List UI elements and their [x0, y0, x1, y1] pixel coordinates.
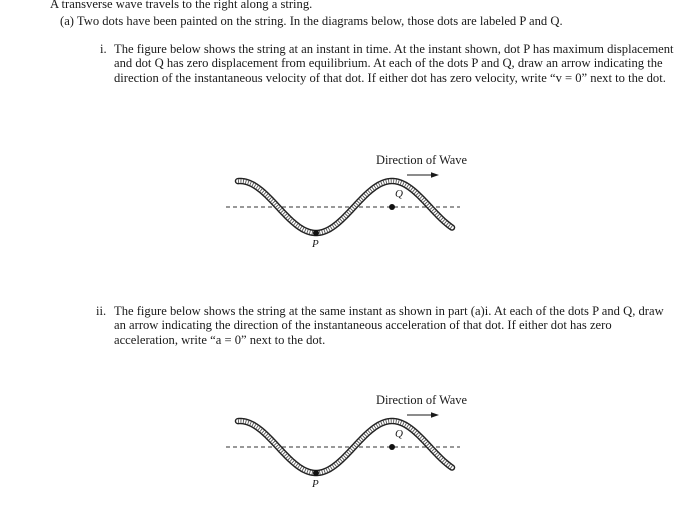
question-i-label: i.: [100, 42, 107, 56]
dot-q: [389, 204, 395, 210]
part-a-text: [60, 14, 690, 28]
wave-figure-1: [220, 148, 480, 248]
direction-of-wave-label: Direction of Wave: [376, 153, 467, 167]
direction-arrow: [407, 412, 439, 417]
wave-diagram-2: [220, 388, 480, 488]
dot-q: [389, 444, 395, 450]
dot-p: [313, 470, 319, 476]
question-ii-text: The figure below shows the string at the same instant as shown in part (a)i. At each of the dots P and Q, draw an arrow indicating the direction of the instantaneous acceleration of that dot. If either dot has zero acceleration, write “a = 0” next to the dot.: [114, 304, 664, 347]
dot-p-label: P: [312, 478, 319, 488]
dot-q-label: Q: [395, 428, 403, 440]
dot-p: [313, 230, 319, 236]
intro-text: A transverse wave travels to the right along a string.: [50, 0, 313, 11]
part-a-label: (a): [60, 14, 74, 28]
dot-p-label: P: [312, 238, 319, 248]
wave-figure-2: [220, 388, 480, 488]
dot-q-label: Q: [395, 188, 403, 200]
part-a-body: Two dots have been painted on the string. In the diagrams below, those dots are labeled P and Q.: [76, 14, 563, 28]
wave-diagram-1: [220, 148, 480, 248]
question-ii-label: ii.: [96, 304, 107, 318]
question-i-text: The figure below shows the string at an instant in time. At the instant shown, dot P has maximum displacement and dot Q has zero displacement from equilibrium. At each of the dots P and Q, draw an arrow indicating the direction of the instantaneous velocity of that dot. If either dot has zero velocity, write “v = 0” next to the dot.: [114, 42, 674, 85]
direction-arrow: [407, 172, 439, 177]
direction-of-wave-label: Direction of Wave: [376, 393, 467, 407]
